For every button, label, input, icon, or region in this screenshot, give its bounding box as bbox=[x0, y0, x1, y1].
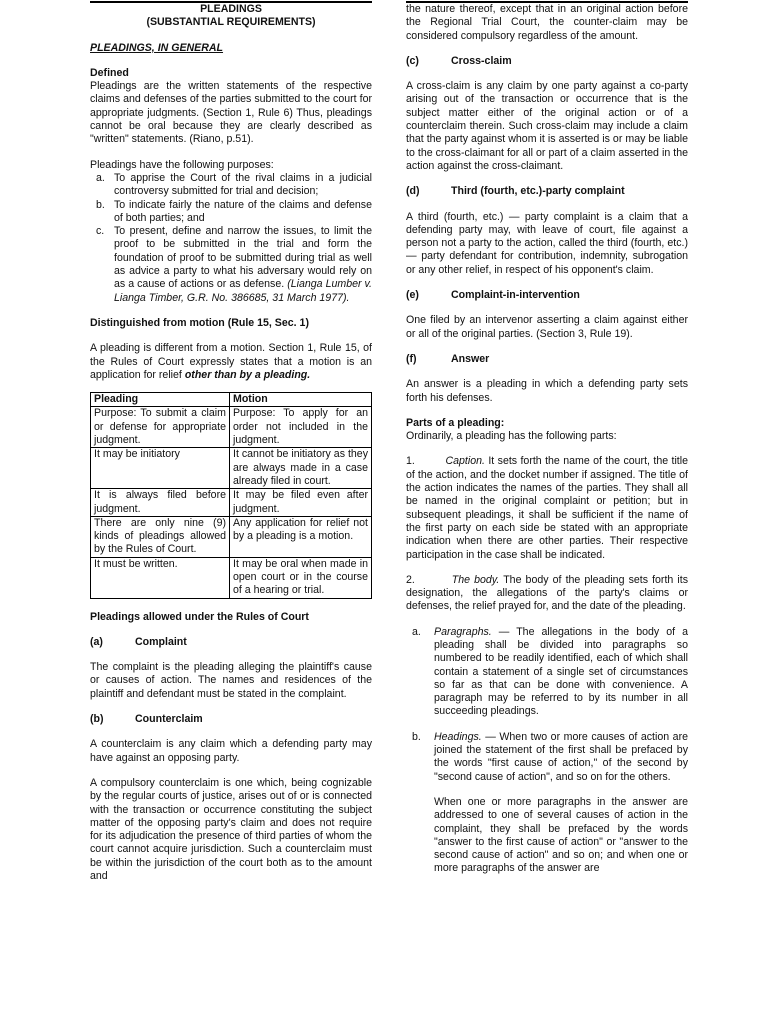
part-label: The body. bbox=[451, 573, 500, 586]
table-cell: Purpose: To submit a claim or defense for appropriate judgment. bbox=[91, 407, 230, 448]
subpart-body bbox=[434, 731, 688, 783]
table-cell: There are only nine (9) kinds of pleadings allowed by the Rules of Court. bbox=[91, 516, 230, 557]
part-number: 1. bbox=[406, 455, 415, 468]
heading-letter: (b) bbox=[90, 713, 104, 726]
answer-text: An answer is a pleading in which a defending party sets forth his defenses. bbox=[406, 378, 688, 404]
list-text bbox=[434, 626, 688, 719]
part-label: Caption. bbox=[445, 455, 485, 468]
intervention-heading bbox=[406, 289, 688, 302]
heading-text: Complaint-in-intervention bbox=[451, 289, 580, 302]
body-subparts bbox=[406, 626, 688, 876]
heading-text: Answer bbox=[451, 352, 490, 365]
list-text-body: To present, define and narrow the issues, to limit the proof to be submitted in the trial and form the foundation of proof to be submitted during trial as well as advice a party to what his adversary would rely on as a cause of actions or as defense. bbox=[114, 225, 372, 291]
heading-text: Complaint bbox=[135, 635, 187, 648]
subpart-label: Paragraphs. bbox=[434, 625, 492, 638]
parts-intro: Ordinarily, a pleading has the following parts: bbox=[406, 430, 617, 443]
left-column bbox=[90, 0, 372, 883]
subpart-text-continued: When one or more paragraphs in the answer are addressed to one of several causes of action in the complaint, they shall be prefaced by the words "answer to the first cause of action" or "answer to the second cause of action" and so on; and when one or more paragraphs of the answer are bbox=[434, 795, 688, 875]
purposes-list bbox=[90, 172, 372, 305]
crossclaim-text: A cross-claim is any claim by one party against a co-party arising out of the transaction or occurrence that is the subject matter either of the original action or of a counterclaim therein. Such cross-claim may include a claim that the party against whom it is asserted is or may be liable to the cross-claimant for all or part of a claim asserted in the action against the cross-claimant. bbox=[406, 80, 688, 172]
table-cell: It is always filed before judgment. bbox=[91, 489, 230, 517]
part-text: It sets forth the name of the court, the title of the action, and the docket number if assigned. The title of the action indicates the names of the parties. They shall all be named in the original complaint or petition; but in subsequent pleadings, it shall be sufficient if the name of the first party on each side be stated with an appropriate indication when there are other parties. Their respective participation in the case shall be indicated. bbox=[406, 455, 688, 561]
heading-letter: (f) bbox=[406, 352, 417, 365]
heading-letter: (a) bbox=[90, 635, 103, 648]
part-1 bbox=[406, 455, 688, 561]
subpart-text: — When two or more causes of action are joined the statement of the first shall be prefaced by the words "first cause of action," of the second by "second cause of action", and so on for the others. bbox=[434, 730, 688, 783]
part-2 bbox=[406, 574, 688, 614]
section-heading: PLEADINGS, IN GENERAL bbox=[90, 41, 224, 54]
distinguished-text bbox=[90, 342, 372, 382]
heading-text: Third (fourth, etc.)-party complaint bbox=[451, 185, 625, 198]
list-text: To apprise the Court of the rival claims in a judicial controversy submitted for trial and decision; bbox=[114, 171, 372, 198]
list-item bbox=[90, 172, 372, 199]
subpart-text: — The allegations in the body of a pleading shall be divided into paragraphs so numbered to be readily identified, each of which shall contain a statement of a single set of circumstances so far as that can be done with convenience. A paragraph may be referred to by its number in all succeeding pleadings. bbox=[434, 625, 688, 718]
list-item bbox=[406, 626, 688, 719]
allowed-heading: Pleadings allowed under the Rules of Court bbox=[90, 610, 309, 623]
heading-letter: (c) bbox=[406, 54, 419, 67]
third-party-text: A third (fourth, etc.) — party complaint is a claim that a defending party may, with leave of court, file against a person not a party to the action, called the third (fourth, etc.) — party defendant for contribution, indemnity, subrogation or any other relief, in respect of his opponent's claim. bbox=[406, 210, 688, 276]
table-header: Motion bbox=[230, 393, 372, 407]
table-cell: Purpose: To apply for an order not included in the judgment. bbox=[230, 407, 372, 448]
heading-text: Cross-claim bbox=[451, 54, 512, 67]
list-marker: b. bbox=[96, 198, 105, 211]
doc-subtitle: (SUBSTANTIAL REQUIREMENTS) bbox=[146, 16, 316, 29]
purposes-intro: Pleadings have the following purposes: bbox=[90, 158, 274, 171]
table-header-row bbox=[91, 393, 372, 407]
crossclaim-heading bbox=[406, 55, 688, 68]
counterclaim-text: A counterclaim is any claim which a defending party may have against an opposing party. bbox=[90, 738, 372, 764]
compulsory-counterclaim-text: A compulsory counterclaim is one which, being cognizable by the regular courts of justice, arises out of or is connected with the transaction or occurrence constituting the subject matter of the opposing party's claim and does not require for its adjudication the presence of third parties of whom the court cannot acquire jurisdiction. Such a counterclaim must be within the jurisdiction of the court both as to the amount and bbox=[90, 776, 372, 883]
intervention-text: One filed by an intervenor asserting a claim against either or all of the original parties. (Section 3, Rule 19). bbox=[406, 314, 688, 340]
heading-text: Counterclaim bbox=[135, 713, 203, 726]
table-cell: It may be oral when made in open court or in the course of a hearing or trial. bbox=[230, 557, 372, 598]
list-marker: b. bbox=[412, 730, 421, 743]
table-row bbox=[91, 516, 372, 557]
comparison-table bbox=[90, 392, 372, 598]
table-cell: Any application for relief not by a pleading is a motion. bbox=[230, 516, 372, 557]
complaint-text: The complaint is the pleading alleging the plaintiff's cause or causes of action. The names and residences of the plaintiff and defendant must be stated in the complaint. bbox=[90, 661, 372, 700]
table-row bbox=[91, 489, 372, 517]
table-row bbox=[91, 557, 372, 598]
distinguished-emphasis: other than by a pleading. bbox=[184, 368, 311, 381]
table-cell: It cannot be initiatory as they are always made in a case already filed in court. bbox=[230, 448, 372, 489]
defined-heading: Defined bbox=[90, 66, 129, 79]
list-marker: c. bbox=[96, 225, 105, 238]
table-row bbox=[91, 407, 372, 448]
answer-heading bbox=[406, 353, 688, 366]
parts-heading: Parts of a pleading: bbox=[406, 416, 505, 429]
part-text: The body of the pleading sets forth its designation, the allegations of the party's claims or defenses, the relief prayed for, and the date of the pleading. bbox=[406, 573, 688, 613]
table-cell: It may be filed even after judgment. bbox=[230, 489, 372, 517]
table-cell: It may be initiatory bbox=[91, 448, 230, 489]
distinguished-body: A pleading is different from a motion. Section 1, Rule 15, of the Rules of Court expressly states that a motion is an application for relief bbox=[90, 342, 372, 381]
list-text: To indicate fairly the nature of the claims and defense of both parties; and bbox=[114, 198, 372, 224]
heading-letter: (e) bbox=[406, 289, 419, 302]
right-column bbox=[406, 0, 688, 876]
list-marker: a. bbox=[96, 171, 105, 184]
list-item bbox=[90, 199, 372, 226]
defined-text: Pleadings are the written statements of the respective claims and defenses of the parties submitted to the court for appropriate judgments. (Section 1, Rule 6) Thus, pleadings cannot be oral because they are clearly described as "written" statements. (Riano, p.51). bbox=[90, 80, 372, 146]
list-text bbox=[434, 731, 688, 876]
list-item bbox=[90, 225, 372, 305]
distinguished-heading: Distinguished from motion (Rule 15, Sec. 1) bbox=[90, 316, 309, 329]
complaint-heading bbox=[90, 636, 372, 649]
part-number: 2. bbox=[406, 573, 415, 586]
list-marker: a. bbox=[412, 625, 421, 638]
citation: (Lianga Lumber v. Lianga Timber, G.R. No. 386685, 31 March 1977). bbox=[114, 278, 372, 304]
table-header: Pleading bbox=[91, 393, 230, 407]
heading-letter: (d) bbox=[406, 185, 420, 198]
table-row bbox=[91, 448, 372, 489]
third-party-heading bbox=[406, 185, 688, 198]
continuation-text: the nature thereof, except that in an original action before the Regional Trial Court, the counter-claim may be considered compulsory regardless of the amount. bbox=[406, 3, 688, 42]
doc-title: PLEADINGS bbox=[200, 3, 262, 15]
list-text bbox=[114, 225, 372, 305]
subpart-label: Headings. bbox=[434, 730, 482, 743]
counterclaim-heading bbox=[90, 713, 372, 726]
list-item bbox=[406, 731, 688, 876]
table-cell: It must be written. bbox=[91, 557, 230, 598]
